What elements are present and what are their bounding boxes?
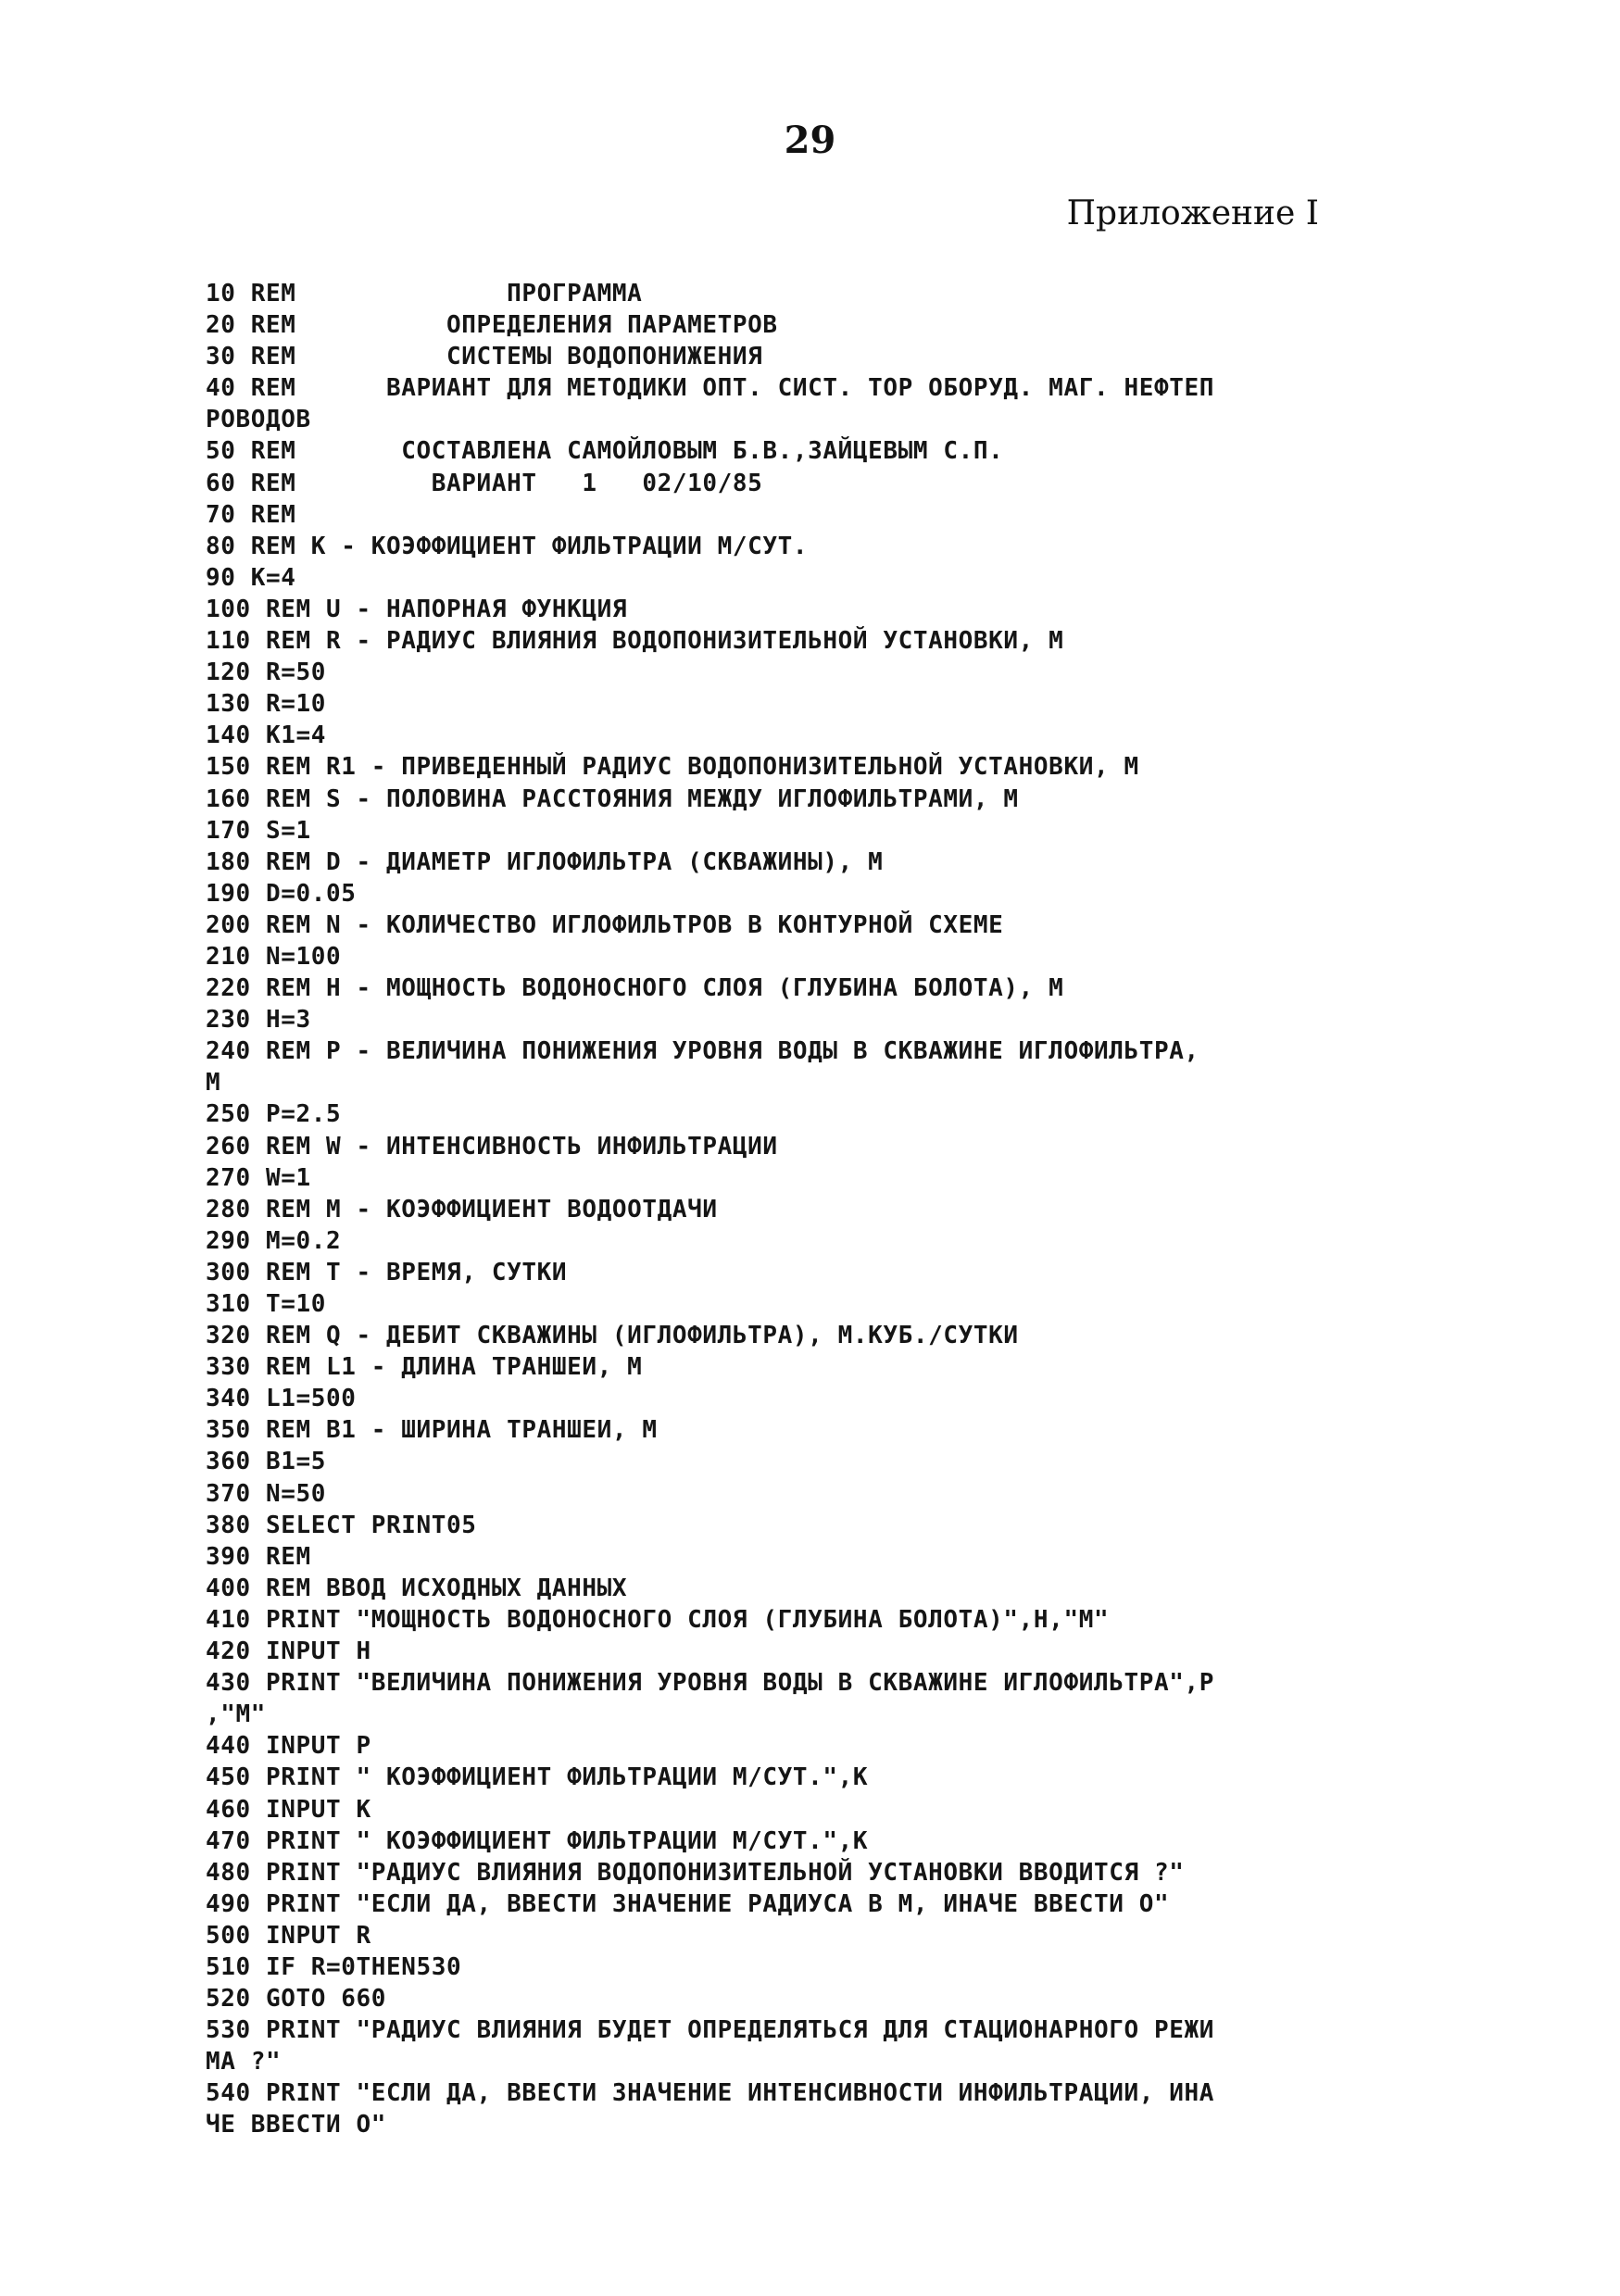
code-line: 490 PRINT "ЕСЛИ ДА, ВВЕСТИ ЗНАЧЕНИЕ РАДИУСА В М, ИНАЧЕ ВВЕСТИ О" <box>206 1889 1170 1918</box>
code-line: 510 IF R=0THEN530 <box>206 1952 462 1981</box>
code-line: 100 REM U - НАПОРНАЯ ФУНКЦИЯ <box>206 595 628 623</box>
code-line: 140 K1=4 <box>206 721 327 750</box>
code-line: 390 REM <box>206 1542 311 1571</box>
code-line: 330 REM L1 - ДЛИНА ТРАНШЕИ, М <box>206 1353 643 1382</box>
code-line: 50 REM СОСТАВЛЕНА САМОЙЛОВЫМ Б.В.,ЗАЙЦЕВЫМ С.П. <box>206 437 1004 466</box>
code-line: 480 PRINT "РАДИУС ВЛИЯНИЯ ВОДОПОНИЗИТЕЛЬНОЙ УСТАНОВКИ ВВОДИТСЯ ?" <box>206 1858 1185 1887</box>
code-line: 230 H=3 <box>206 1006 311 1035</box>
code-line: 110 REM R - РАДИУС ВЛИЯНИЯ ВОДОПОНИЗИТЕЛЬНОЙ УСТАНОВКИ, М <box>206 627 1064 656</box>
code-line: ,"М" <box>206 1700 267 1729</box>
code-line: 310 T=10 <box>206 1290 327 1318</box>
code-line: 440 INPUT P <box>206 1732 371 1761</box>
code-line: 120 R=50 <box>206 659 327 687</box>
code-line: 220 REM H - МОЩНОСТЬ ВОДОНОСНОГО СЛОЯ (ГЛУБИНА БОЛОТА), М <box>206 974 1064 1003</box>
code-line: 200 REM N - КОЛИЧЕСТВО ИГЛОФИЛЬТРОВ В КОНТУРНОЙ СХЕМЕ <box>206 910 1004 939</box>
code-line: 190 D=0.05 <box>206 879 357 908</box>
code-line: 10 REM ПРОГРАММА <box>206 280 643 307</box>
code-line: РОВОДОВ <box>206 406 311 434</box>
code-line: 420 INPUT H <box>206 1637 371 1666</box>
code-line: 80 REM K - КОЭФФИЦИЕНТ ФИЛЬТРАЦИИ М/СУТ. <box>206 532 809 560</box>
code-line: 130 R=10 <box>206 690 327 719</box>
code-line: 320 REM Q - ДЕБИТ СКВАЖИНЫ (ИГЛОФИЛЬТРА), М.КУБ./СУТКИ <box>206 1322 1019 1350</box>
code-line: 500 INPUT R <box>206 1921 371 1950</box>
code-line: 210 N=100 <box>206 942 342 971</box>
code-line: 20 REM ОПРЕДЕЛЕНИЯ ПАРАМЕТРОВ <box>206 311 778 340</box>
code-line: 90 K=4 <box>206 563 296 592</box>
code-line: 30 REM СИСТЕМЫ ВОДОПОНИЖЕНИЯ <box>206 343 763 371</box>
code-line: 280 REM M - КОЭФФИЦИЕНТ ВОДООТДАЧИ <box>206 1195 718 1223</box>
code-line: 410 PRINT "МОЩНОСТЬ ВОДОНОСНОГО СЛОЯ (ГЛУБИНА БОЛОТА)",H,"М" <box>206 1605 1110 1634</box>
code-line: 250 P=2.5 <box>206 1100 342 1129</box>
code-line: МА ?" <box>206 2048 282 2076</box>
code-line: 520 GOTO 660 <box>206 1985 387 2014</box>
code-line: 260 REM W - ИНТЕНСИВНОСТЬ ИНФИЛЬТРАЦИИ <box>206 1132 778 1161</box>
code-line: М <box>206 1069 221 1098</box>
code-line: 460 INPUT K <box>206 1795 371 1824</box>
code-line: 240 REM P - ВЕЛИЧИНА ПОНИЖЕНИЯ УРОВНЯ ВОДЫ В СКВАЖИНЕ ИГЛОФИЛЬТРА, <box>206 1037 1199 1066</box>
code-line: 270 W=1 <box>206 1163 311 1192</box>
code-line: 300 REM T - ВРЕМЯ, СУТКИ <box>206 1258 568 1286</box>
code-line: 340 L1=500 <box>206 1385 357 1413</box>
code-line: 450 PRINT " КОЭФФИЦИЕНТ ФИЛЬТРАЦИИ М/СУТ.",K <box>206 1763 869 1792</box>
code-line: 180 REM D - ДИАМЕТР ИГЛОФИЛЬТРА (СКВАЖИНЫ), М <box>206 847 884 876</box>
code-line: 360 B1=5 <box>206 1448 327 1476</box>
code-line: 60 REM ВАРИАНТ 1 02/10/85 <box>206 469 763 497</box>
code-line: 400 REM ВВОД ИСХОДНЫХ ДАННЫХ <box>206 1574 628 1602</box>
code-line: 470 PRINT " КОЭФФИЦИЕНТ ФИЛЬТРАЦИИ М/СУТ.",K <box>206 1826 869 1855</box>
code-line: 350 REM B1 - ШИРИНА ТРАНШЕИ, М <box>206 1416 658 1445</box>
code-line: 40 REM ВАРИАНТ ДЛЯ МЕТОДИКИ ОПТ. СИСТ. ТОР ОБОРУД. МАГ. НЕФТЕП <box>206 374 1214 403</box>
code-line: 430 PRINT "ВЕЛИЧИНА ПОНИЖЕНИЯ УРОВНЯ ВОДЫ В СКВАЖИНЕ ИГЛОФИЛЬТРА",P <box>206 1669 1214 1698</box>
code-line: 530 PRINT "РАДИУС ВЛИЯНИЯ БУДЕТ ОПРЕДЕЛЯТЬСЯ ДЛЯ СТАЦИОНАРНОГО РЕЖИ <box>206 2016 1214 2045</box>
code-line: 370 N=50 <box>206 1479 327 1508</box>
code-line: 150 REM R1 - ПРИВЕДЕННЫЙ РАДИУС ВОДОПОНИЗИТЕЛЬНОЙ УСТАНОВКИ, М <box>206 753 1139 782</box>
page-number: 29 <box>784 119 836 162</box>
basic-program-listing <box>206 278 1484 2141</box>
code-line: 290 M=0.2 <box>206 1226 342 1255</box>
appendix-label: Приложение I <box>1066 194 1319 232</box>
code-line: 170 S=1 <box>206 816 311 845</box>
code-line: 70 REM <box>206 500 296 529</box>
code-line: 540 PRINT "ЕСЛИ ДА, ВВЕСТИ ЗНАЧЕНИЕ ИНТЕНСИВНОСТИ ИНФИЛЬТРАЦИИ, ИНА <box>206 2079 1214 2108</box>
code-line: 160 REM S - ПОЛОВИНА РАССТОЯНИЯ МЕЖДУ ИГЛОФИЛЬТРАМИ, М <box>206 784 1019 813</box>
code-line: 380 SELECT PRINT05 <box>206 1511 477 1539</box>
code-line: ЧЕ ВВЕСТИ О" <box>206 2111 387 2139</box>
